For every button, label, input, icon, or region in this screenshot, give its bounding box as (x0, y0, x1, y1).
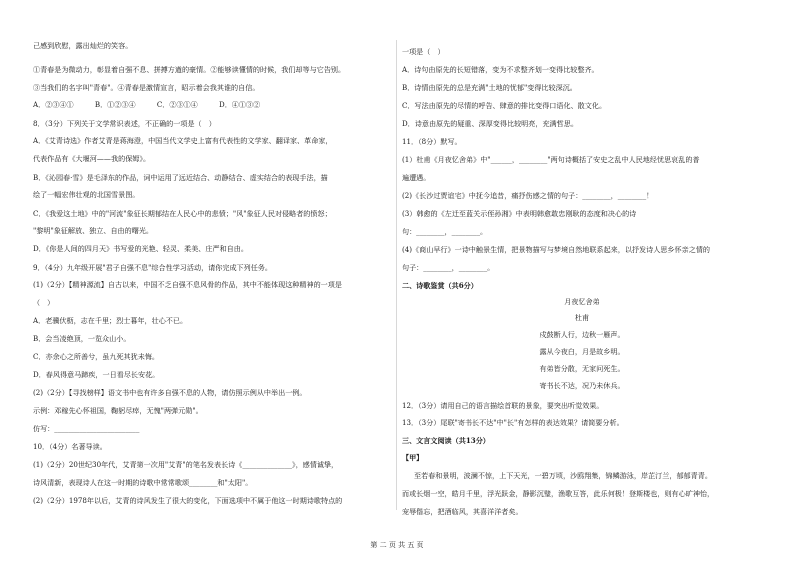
column-divider (396, 40, 397, 510)
question-12: 12．（3分）请用自己的语言描绘首联的景象，要突出听觉效果。 (402, 401, 604, 410)
passage-label: 【甲】 (402, 453, 424, 462)
question-10-2: (2)（2分）1978年以后，艾青的诗风发生了很大的变化，下面选项中不属于他这一时期诗歌特点的 (33, 496, 343, 505)
page-footer: 第 二 页 共 五 页 (370, 541, 424, 549)
poem-line: 露从今夜白，月是故乡明。 (539, 347, 625, 356)
option-b: B．《沁园春·雪》是毛泽东的作品，词中运用了远近结合、动静结合、虚实结合的表现手法，描 (33, 173, 328, 182)
option-b: B．会当凌绝顶，一览众山小。 (33, 334, 131, 343)
question-9: 9．（4分）九年级开展"君子自强不息"综合性学习活动，请你完成下列任务。 (33, 263, 272, 272)
text-line: "黎明"象征解放、独立、自由的曙光。 (33, 226, 154, 235)
option-a: A．诗句由原先的长短错落，变为不求整齐划一变得比较整齐。 (402, 65, 599, 74)
section-heading-classical: 三、文言文阅读（共13分） (402, 436, 490, 445)
question-11: 11．（8分）默写。 (402, 137, 462, 146)
example-line: 示例：邓稼先心怀祖国，鞠躬尽瘁，无愧"两弹元勋"。 (33, 406, 203, 415)
passage-line: 至若春和景明，波澜不惊，上下天光，一碧万顷，沙鸥翔集，锦鳞游泳，岸芷汀兰，郁郁青青。 (414, 471, 712, 480)
option-d: D．诗意由原先的疑重、深厚变得比较明亮，充满哲思。 (402, 119, 578, 128)
option-a: A．老骥伏枥，志在千里；烈士暮年，壮心不已。 (33, 316, 188, 325)
option-d: D．春风得意马蹄疾，一日看尽长安花。 (33, 370, 160, 379)
poem-line: 寄书长不达，况乃未休兵。 (539, 381, 625, 390)
text-line: 己感到欣慰，露出灿烂的笑容。 (33, 41, 133, 50)
question-11-2: (2)《长沙过贾谊宅》中抚今追昔，痛抒伤感之情的句子：________，________！ (402, 191, 654, 200)
text-line: 代表作品有《大堰河——我的保姆》。 (33, 154, 151, 163)
poem-title: 月夜忆舍弟 (564, 297, 600, 306)
passage-line: 宠辱偕忘，把酒临风，其喜洋洋者矣。 (402, 507, 523, 516)
poem-line: 有弟皆分散，无家问死生。 (539, 364, 625, 373)
text-line: 一项是（ ） (402, 47, 445, 56)
question-10: 10．（4分）名著导读。 (33, 442, 107, 451)
option-c: C．写法由原先的尽情的呼告、肆意的排比变得口语化、散文化。 (402, 101, 607, 110)
section-heading-poem: 二、诗歌鉴赏（共6分） (402, 281, 478, 290)
poem-line: 戍鼓断人行，边秋一雁声。 (539, 330, 625, 339)
poem-author: 杜甫 (574, 313, 590, 322)
text-line: 句子：________，________。 (402, 263, 495, 272)
text-line: 诗风清新，表现诗人在这一时期的诗歌中常常歌颂________和"太阳"。 (33, 478, 253, 487)
text-line: 绘了一幅宏伟壮观的北国雪景图。 (33, 190, 140, 199)
option-d: D．《你是人间的四月天》书写爱的光艳、轻灵、柔美、庄严和自由。 (33, 244, 248, 253)
text-line: ①青春是为微动力，彰显着自强不息、拼搏方遒的豪情。②能够读懂情的时候，我们却等与它告别。 (33, 65, 346, 74)
question-9-1: (1)（2分）【精神源流】自古以来，中国不乏自强不息风骨的作品，其中不能体现这种精神的一项是 (33, 280, 342, 289)
text-line: （ ） (33, 298, 55, 307)
question-11-1: (1）杜甫《月夜忆舍弟》中"______，________"两句诗概括了安史之乱中人民地经忧思哀乱的普 (402, 155, 700, 164)
question-9-2: (2)（2分）【寻找榜样】语文书中也有许多自强不息的人物，请仿照示例从中举出一例。 (33, 388, 307, 397)
question-8: 8．（3分）下列关于文学常识表述，不正确的一项是（ ） (33, 119, 216, 128)
question-13: 13．（3分）尾联"寄书长不达"中"长"有怎样的表达效果？请简要分析。 (402, 418, 624, 427)
text-line: 遍遭遇。 (402, 173, 431, 182)
passage-line: 而或长烟一空，皓月千里，浮光跃金，静影沉璧，渔歌互答，此乐何极！登斯楼也，则有心旷神怡， (402, 489, 715, 498)
option-b: B．诗情由原先的总是充满"土地的忧郁"变得比较深沉。 (402, 83, 577, 92)
answer-blank: 仿写：________________________ (33, 424, 140, 433)
question-11-3: (3）韩愈的《左迁至蓝关示侄孙湘》中表明韩愈敢忠刚耿的态度和决心的诗 (402, 209, 637, 218)
option-a: A．《艾青诗选》作者艾青是蒋海澄，中国当代文学史上富有代表性的文学家、翻译家、革命家， (33, 136, 333, 145)
option-c: C．《我爱这土地》中的"河流"象征长期郁结在人民心中的悲愤；"风"象征人民对侵略者的愤怒； (33, 209, 332, 218)
option-line: A．②③④① B．①②③④ C．②③①④ D．④①③② (33, 100, 261, 109)
question-11-4: (4)《商山早行》一诗中触景生情，把景物描写与梦境自然地联系起来，以抒发诗人思乡怀亲之情的 (402, 245, 710, 254)
text-line: 句：________，________。 (402, 227, 488, 236)
option-c: C．亦余心之所善兮，虽九死其犹未悔。 (33, 352, 160, 361)
question-10-1: (1)（2分）20世纪30年代，艾青第一次用"艾青"的笔名发表长诗《______________》，感情诚挚， (33, 460, 339, 469)
text-line: ③当我们的名字叫"青春"。④青春是激情宣言，昭示着会我其谁的自信。 (33, 83, 260, 92)
